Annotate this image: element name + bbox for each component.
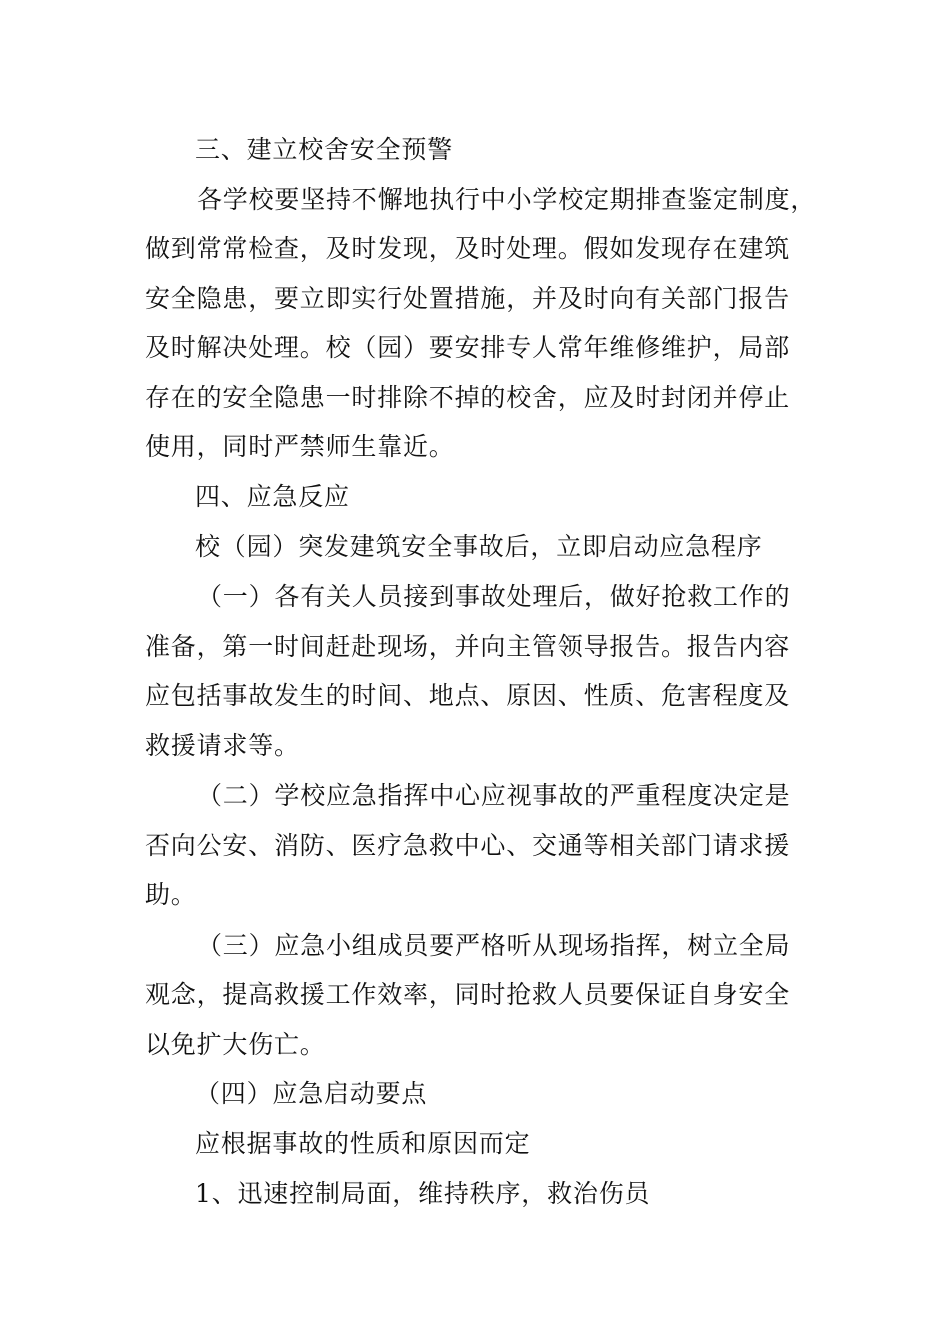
paragraph-line: 校（园）突发建筑安全事故后，立即启动应急程序 [195,532,763,561]
paragraph-line: 助。 [145,880,197,909]
paragraph-line: 及时解决处理。校（园）要安排专人常年维修维护，局部 [145,333,791,362]
paragraph-line: 以免扩大伤亡。 [145,1030,326,1059]
list-item: 1、迅速控制局面，维持秩序，救治伤员 [195,1179,651,1208]
paragraph-line: （二）学校应急指挥中心应视事故的严重程度决定是 [197,781,791,810]
paragraph-line: 准备，第一时间赶赴现场，并向主管领导报告。报告内容 [145,632,791,661]
section-heading-4: 四、应急反应 [195,482,350,511]
paragraph-line: 使用，同时严禁师生靠近。 [145,432,455,461]
paragraph-line: 救援请求等。 [145,731,300,760]
paragraph-line: （三）应急小组成员要严格听从现场指挥，树立全局 [197,931,791,960]
paragraph-line: 做到常常检查，及时发现，及时处理。假如发现存在建筑 [145,234,791,263]
paragraph-line: 存在的安全隐患一时排除不掉的校舍，应及时封闭并停止 [145,383,791,412]
paragraph-line: （一）各有关人员接到事故处理后，做好抢救工作的 [197,582,791,611]
paragraph-line: 否向公安、消防、医疗急救中心、交通等相关部门请求援 [145,831,791,860]
paragraph-line: 安全隐患，要立即实行处置措施，并及时向有关部门报告 [145,284,791,313]
paragraph-line: 观念，提高救援工作效率，同时抢救人员要保证自身安全 [145,980,791,1009]
paragraph-line: 应包括事故发生的时间、地点、原因、性质、危害程度及 [145,681,791,710]
section-heading-3: 三、建立校舍安全预警 [195,135,454,164]
paragraph-line: 各学校要坚持不懈地执行中小学校定期排查鉴定制度， [197,185,817,214]
paragraph-line: 应根据事故的性质和原因而定 [195,1129,531,1158]
subsection-heading: （四）应急启动要点 [195,1079,428,1108]
